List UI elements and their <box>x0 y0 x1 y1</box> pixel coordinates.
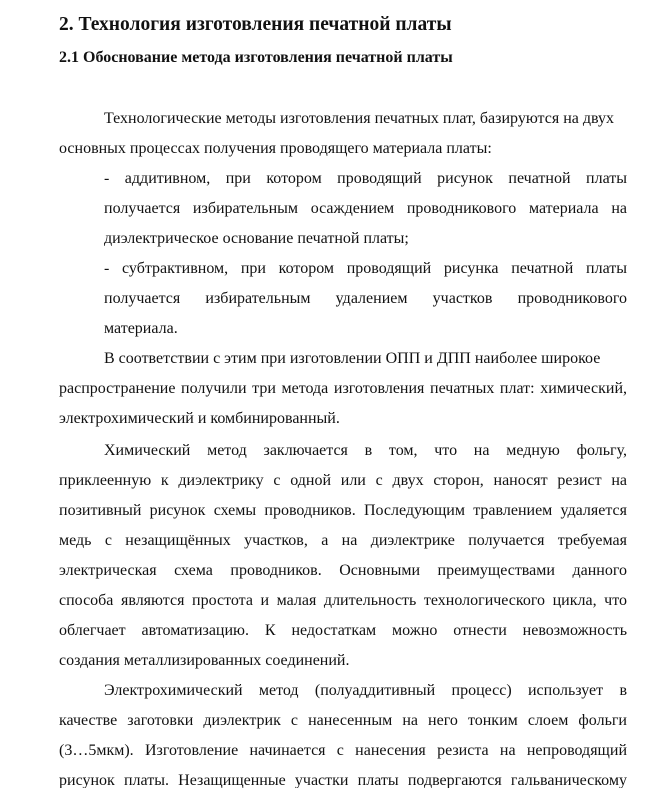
text-line: позитивный рисунок схемы проводников. Последующим травлением удаляется <box>59 502 627 519</box>
list-item-line: материала. <box>104 320 178 337</box>
list-item-line: диэлектрическое основание печатной платы; <box>104 230 409 247</box>
text-line: Химический метод заключается в том, что на медную фольгу, <box>104 442 627 459</box>
text-line: создания металлизированных соединений. <box>59 652 350 669</box>
text-line: Электрохимический метод (полуаддитивный процесс) использует в <box>104 682 627 699</box>
text-line: медь с незащищённых участков, а на диэлектрике получается требуемая <box>59 532 627 549</box>
text-line: качестве заготовки диэлектрик с нанесенным на него тонким слоем фольги <box>59 712 627 729</box>
text-line: (3…5мкм). Изготовление начинается с нанесения резиста на непроводящий <box>59 742 627 759</box>
text-line: Технологические методы изготовления печатных плат, базируются на двух <box>104 110 615 127</box>
list-item-line: получается избирательным осаждением проводникового материала на <box>104 200 627 217</box>
text-line: рисунок платы. Незащищенные участки платы подвергаются гальваническому <box>59 772 627 788</box>
text-line: распространение получили три метода изготовления печатных плат: химический, <box>59 380 627 397</box>
text-line: способа являются простота и малая длительность технологического цикла, что <box>59 592 627 609</box>
text-line: приклеенную к диэлектрику с одной или с двух сторон, наносят резист на <box>59 472 627 489</box>
text-line: облегчает автоматизацию. К недостаткам можно отнести невозможность <box>59 622 627 639</box>
list-item-line: - субтрактивном, при котором проводящий рисунка печатной платы <box>104 260 627 277</box>
list-item-line: получается избирательным удалением участков проводникового <box>104 290 627 307</box>
list-item-line: - аддитивном, при котором проводящий рисунок печатной платы <box>104 170 627 187</box>
text-line: основных процессах получения проводящего материала платы: <box>59 140 492 157</box>
section-heading: 2. Технология изготовления печатной платы <box>59 14 452 35</box>
subsection-heading: 2.1 Обоснование метода изготовления печатной платы <box>59 49 453 66</box>
text-line: электрохимический и комбинированный. <box>59 410 340 427</box>
text-line: В соответствии с этим при изготовлении ОПП и ДПП наиболее широкое <box>104 350 601 367</box>
text-line: электрическая схема проводников. Основными преимуществами данного <box>59 562 627 579</box>
